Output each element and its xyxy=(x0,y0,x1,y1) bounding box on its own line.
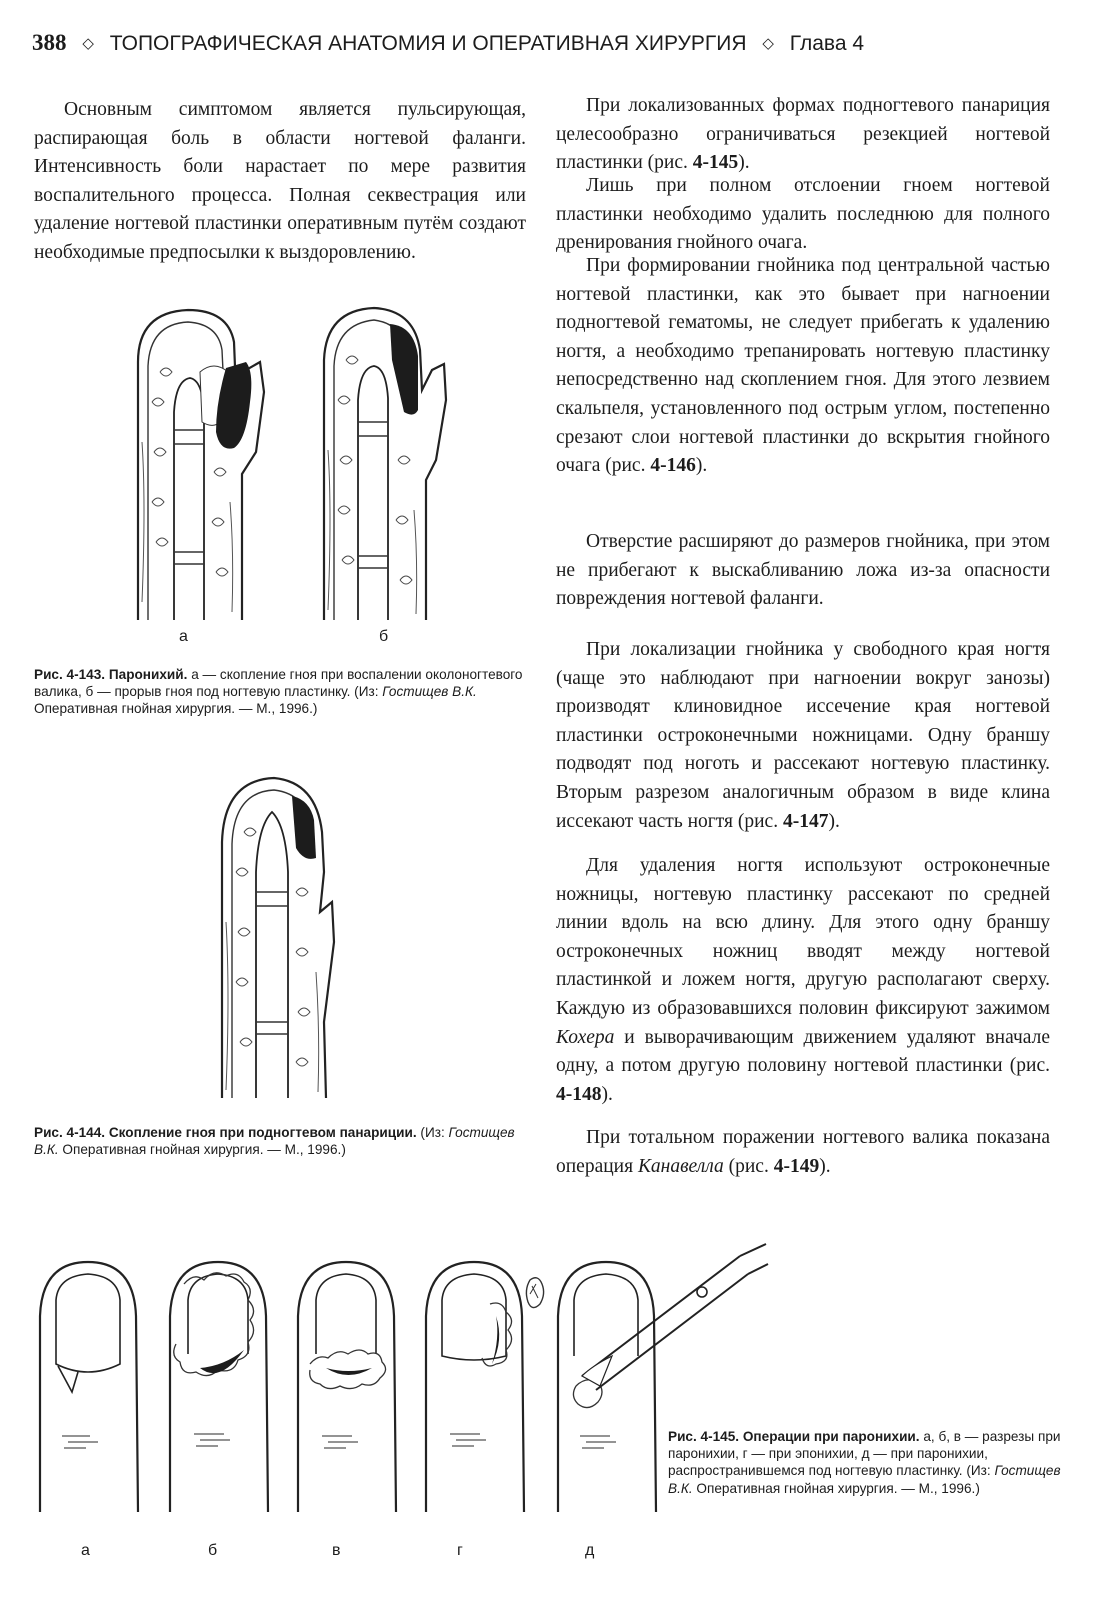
figure-reference: 4-146 xyxy=(650,455,696,477)
paragraph-text: При локализации гнойника у свободного края ногтя (чаще это наблюдают при нагноении вокруг занозы) производят клиновидное иссечение края ногтевой пластинки остроконечными ножницами. Одну браншу подводят под ноготь и рассекают ногтевую пластинку. Вторым разрезом аналогичным образом в виде клина иссекают часть ногтя (рис. xyxy=(556,639,1050,832)
caption-text: а, б, в — разрезы при паронихии, г — при эпонихии, д — при паронихии, распространившемся под ногтевую пластинку. (Из: xyxy=(668,1429,1061,1479)
caption-text: Оперативная гнойная хирургия. — М., 1996.) xyxy=(692,1480,980,1496)
figure-sublabel: а xyxy=(81,1542,90,1559)
paragraph-text: При формировании гнойника под центральной частью ногтевой пластинки, как это бывает при нагноении подногтевой гематомы, не следует прибегать к удалению ногтя, а необходимо трепанировать ногтевую пластинку непосредственно над скоплением гноя. Для этого лезвием скальпеля, установленного под острым углом, постепенно срезают слои ногтевой пластинки до вскрытия гнойного очага (рис. xyxy=(556,255,1050,477)
figure-reference: 4-148 xyxy=(556,1083,602,1105)
body-paragraph: Лишь при полном отслоении гноем ногтевой пластинки необходимо удалить последнюю для полного дренирования гнойного очага. xyxy=(556,175,1050,254)
paragraph-text: ). xyxy=(828,810,840,832)
figure-sublabel: б xyxy=(208,1542,218,1559)
eponym: Канавелла xyxy=(637,1155,724,1177)
figure-4-145-illustration-a xyxy=(34,1256,144,1512)
figure-4-145-illustration-g xyxy=(420,1254,556,1512)
body-paragraph xyxy=(556,252,1050,481)
figure-4-145-illustration-b xyxy=(164,1254,274,1512)
caption-text: (Из: xyxy=(416,1125,449,1140)
body-paragraph xyxy=(556,1124,1050,1181)
eponym: Кохера xyxy=(556,1026,615,1048)
figure-sublabel: в xyxy=(332,1542,341,1559)
caption-author: Гостищев В.К. xyxy=(382,684,477,700)
body-paragraph xyxy=(556,636,1050,836)
figure-4-143-illustration-a xyxy=(130,302,270,620)
figure-sublabel: а xyxy=(179,628,188,645)
caption-text: Оперативная гнойная хирургия. — М., 1996.) xyxy=(58,1142,346,1158)
paragraph-text: Для удаления ногтя используют остроконечные ножницы, ногтевую пластинку рассекают по средней линии вдоль на всю длину. Для этого одну браншу остроконечных ножниц вводят между ногтевой пластинкой и ложем ногтя, другую располагают сверху. Каждую из образовавшихся половин фиксируют зажимом xyxy=(556,855,1050,1019)
figure-4-143-illustration-b xyxy=(318,300,452,620)
figure-reference: 4-149 xyxy=(773,1155,820,1177)
figure-caption xyxy=(34,666,526,718)
page-number: 388 xyxy=(32,30,67,55)
figure-sublabel: г xyxy=(457,1542,463,1559)
paragraph-text: и выворачивающим движением удаляют вначале одну, а потом другую половину ногтевой пластинки (рис. xyxy=(556,1026,1050,1077)
figure-caption xyxy=(34,1124,526,1158)
caption-author: Гостищев В.К. xyxy=(34,1125,515,1158)
caption-text: а — скопление гноя при воспалении околоногтевого валика, б — прорыв гноя под ногтевую пластинку. (Из: xyxy=(34,667,523,700)
paragraph-text: ). xyxy=(695,455,708,477)
paragraph-text: При локализованных формах подногтевого панариция целесообразно ограничиваться резекцией ногтевой пластинки (рис. xyxy=(556,95,1050,174)
figure-sublabel: д xyxy=(585,1542,595,1559)
figure-caption xyxy=(668,1428,1068,1497)
paragraph-text: ). xyxy=(819,1155,831,1177)
diamond-icon: ◇ xyxy=(762,35,774,52)
caption-author: Гостищев В.К. xyxy=(668,1463,1061,1496)
figure-4-145-illustration-v xyxy=(292,1256,402,1512)
caption-text: Оперативная гнойная хирургия. — М., 1996.) xyxy=(34,701,318,717)
figure-sublabel: б xyxy=(379,628,389,645)
paragraph-text: При тотальном поражении ногтевого валика показана операция xyxy=(556,1127,1050,1177)
page-header xyxy=(32,30,1082,66)
body-paragraph: Основным симптомом является пульсирующая, распирающая боль в области ногтевой фаланги. Интенсивность боли нарастает по мере развития воспалительного процесса. Полная секвестрация или удаление ногтевой пластинки оперативным путём создают необходимые предпосылки к выздоровлению. xyxy=(34,99,526,263)
body-paragraph xyxy=(556,852,1050,1109)
body-paragraph: Отверстие расширяют до размеров гнойника, при этом не прибегают к выскабливанию ложа из-за опасности повреждения ногтевой фаланги. xyxy=(556,531,1050,610)
caption-title: Рис. 4-143. Паронихий. xyxy=(34,667,188,682)
chapter-label: Глава 4 xyxy=(789,32,865,55)
diamond-icon: ◇ xyxy=(82,35,94,52)
paragraph-text: (рис. xyxy=(723,1155,774,1177)
paragraph-text: ). xyxy=(601,1083,613,1105)
figure-reference: 4-145 xyxy=(692,152,739,174)
figure-4-144-illustration xyxy=(212,772,346,1098)
caption-title: Рис. 4-145. Операции при паронихии. xyxy=(668,1429,920,1444)
running-title: ТОПОГРАФИЧЕСКАЯ АНАТОМИЯ И ОПЕРАТИВНАЯ ХИРУРГИЯ xyxy=(109,32,747,55)
body-paragraph xyxy=(556,92,1050,178)
caption-title: Рис. 4-144. Скопление гноя при подногтевом панариции. xyxy=(34,1125,417,1140)
paragraph-text: ). xyxy=(738,152,750,174)
figure-reference: 4-147 xyxy=(782,810,829,832)
